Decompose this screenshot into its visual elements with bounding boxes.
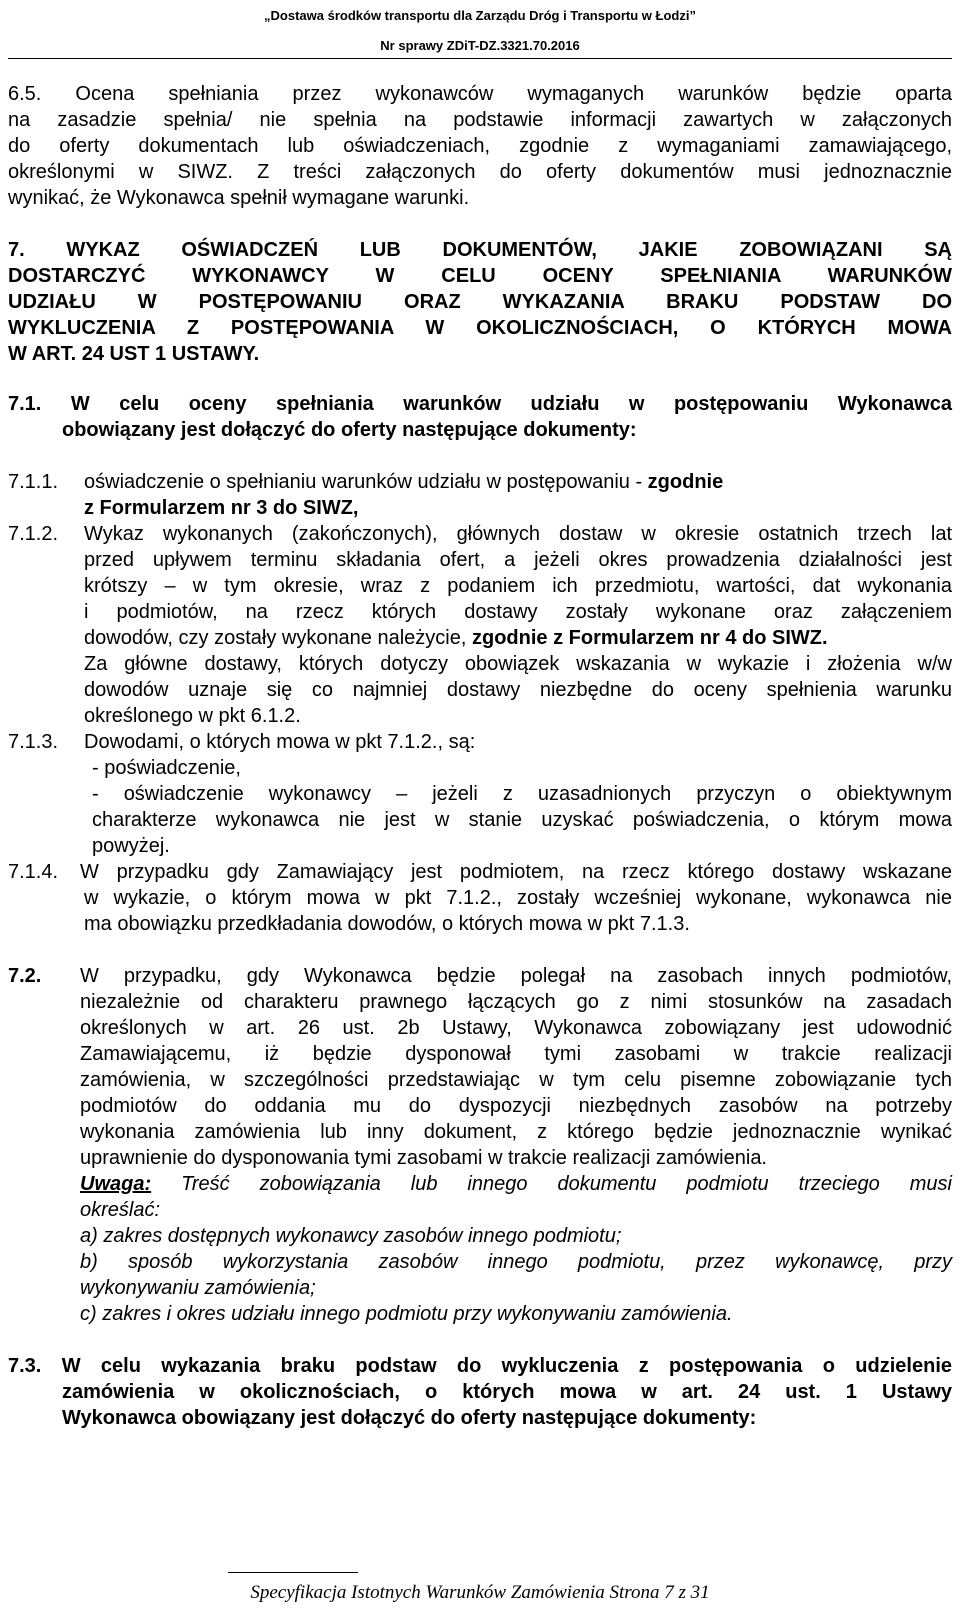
paragraph-line: Dowodami, o których mowa w pkt 7.1.2., są: bbox=[84, 731, 476, 753]
paragraph-line: charakterze wykonawca nie jest w stanie uzyskać poświadczenia, o którym mowa bbox=[92, 809, 952, 831]
item-number: 7.1.3. bbox=[8, 731, 59, 753]
paragraph-line: określonego w pkt 6.1.2. bbox=[84, 705, 301, 727]
paragraph-line: W przypadku gdy Zamawiający jest podmiotem, na rzecz którego dostawy wskazane bbox=[80, 861, 952, 883]
paragraph-line: z Formularzem nr 3 do SIWZ, bbox=[84, 497, 359, 519]
paragraph-line: do oferty dokumentach lub oświadczeniach, zgodnie z wymaganiami zamawiającego, bbox=[8, 135, 952, 157]
paragraph-line: zamówienia, w szczególności przedstawiając w tym celu pisemne zobowiązanie tych bbox=[80, 1069, 952, 1091]
heading-line: 7. WYKAZ OŚWIADCZEŃ LUB DOKUMENTÓW, JAKIE ZOBOWIĄZANI SĄ bbox=[8, 239, 952, 261]
header-rule bbox=[8, 58, 952, 59]
paragraph-line: krótszy – w tym okresie, wraz z podaniem ich przedmiotu, wartości, dat wykonania bbox=[84, 575, 952, 597]
item-number: 7.1.2. bbox=[8, 523, 59, 545]
paragraph-line: uprawnienie do dysponowania tymi zasobami w trakcie realizacji zamówienia. bbox=[80, 1147, 767, 1169]
note-list-item: a) zakres dostępnych wykonawcy zasobów innego podmiotu; bbox=[80, 1225, 622, 1247]
paragraph-line: wynikać, że Wykonawca spełnił wymagane warunki. bbox=[8, 187, 470, 209]
paragraph-line: powyżej. bbox=[92, 835, 170, 857]
paragraph-line: Zamawiającemu, iż będzie dysponował tymi zasobami w trakcie realizacji bbox=[80, 1043, 952, 1065]
heading-line: W ART. 24 UST 1 USTAWY. bbox=[8, 343, 260, 365]
heading-line: DOSTARCZYĆ WYKONAWCY W CELU OCENY SPEŁNIANIA WARUNKÓW bbox=[8, 265, 952, 287]
paragraph-line: podmiotów do oddania mu do dyspozycji niezbędnych zasobów na potrzeby bbox=[80, 1095, 952, 1117]
item-number: 7.2. bbox=[8, 965, 42, 987]
paragraph-line: na zasadzie spełnia/ nie spełnia na podstawie informacji zawartych w załączonych bbox=[8, 109, 952, 131]
list-item: - poświadczenie, bbox=[92, 757, 241, 779]
paragraph-line: dowodów uznaje się co najmniej dostawy niezbędne do oceny spełnienia warunku bbox=[84, 679, 952, 701]
header-title: „Dostawa środków transportu dla Zarządu Dróg i Transportu w Łodzi” bbox=[264, 8, 696, 23]
heading-line: UDZIAŁU W POSTĘPOWANIU ORAZ WYKAZANIA BRAKU PODSTAW DO bbox=[8, 291, 952, 313]
paragraph-line: 7.3. W celu wykazania braku podstaw do wykluczenia z postępowania o udzielenie bbox=[8, 1355, 952, 1377]
text-run-bold: zgodnie z Formularzem nr 4 do SIWZ. bbox=[471, 627, 828, 649]
paragraph-line: ma obowiązku przedkładania dowodów, o których mowa w pkt 7.1.3. bbox=[84, 913, 690, 935]
paragraph-line: wykonania zamówienia lub inny dokument, z którego będzie jednoznacznie wynikać bbox=[80, 1121, 952, 1143]
note-label: Uwaga: bbox=[80, 1173, 152, 1195]
page-footer: Specyfikacja Istotnych Warunków Zamówienia Strona 7 z 31 bbox=[250, 1582, 710, 1603]
paragraph-line: niezależnie od charakteru prawnego łączących go z nimi stosunków na zasadach bbox=[80, 991, 952, 1013]
list-item: - oświadczenie wykonawcy – jeżeli z uzasadnionych przyczyn o obiektywnym bbox=[92, 783, 952, 805]
footer-rule bbox=[228, 1572, 358, 1573]
paragraph-line: Wykonawca obowiązany jest dołączyć do oferty następujące dokumenty: bbox=[62, 1407, 757, 1429]
text-run: oświadczenie o spełnianiu warunków udziału w postępowaniu - bbox=[84, 471, 648, 493]
note-list-item: c) zakres i okres udziału innego podmiotu przy wykonywaniu zamówienia. bbox=[80, 1303, 733, 1325]
paragraph-line: Wykaz wykonanych (zakończonych), głównych dostaw w okresie ostatnich trzech lat bbox=[84, 523, 952, 545]
paragraph-line: 7.1. W celu oceny spełniania warunków udziału w postępowaniu Wykonawca bbox=[8, 393, 952, 415]
heading-line: WYKLUCZENIA Z POSTĘPOWANIA W OKOLICZNOŚCIACH, O KTÓRYCH MOWA bbox=[8, 317, 952, 339]
paragraph-line: 6.5. Ocena spełniania przez wykonawców wymaganych warunków będzie oparta bbox=[8, 83, 952, 105]
note-line: wykonywaniu zamówienia; bbox=[80, 1277, 316, 1299]
paragraph-line: Za główne dostawy, których dotyczy obowiązek wskazania w wykazie i złożenia w/w bbox=[84, 653, 952, 675]
paragraph-line: określonych w art. 26 ust. 2b Ustawy, Wykonawca zobowiązany jest udowodnić bbox=[80, 1017, 952, 1039]
note-line bbox=[80, 1170, 952, 1199]
paragraph-line: w wykazie, o którym mowa w pkt 7.1.2., zostały wcześniej wykonane, wykonawca nie bbox=[84, 887, 952, 909]
item-number: 7.1.1. bbox=[8, 471, 59, 493]
paragraph-line: obowiązany jest dołączyć do oferty następujące dokumenty: bbox=[62, 419, 637, 441]
paragraph-line: przed upływem terminu składania ofert, a jeżeli okres prowadzenia działalności jest bbox=[84, 549, 952, 571]
paragraph-line: zamówienia w okolicznościach, o których mowa w art. 24 ust. 1 Ustawy bbox=[62, 1381, 952, 1403]
paragraph-line: W przypadku, gdy Wykonawca będzie polegał na zasobach innych podmiotów, bbox=[80, 965, 952, 987]
text-run: dowodów, czy zostały wykonane należycie, bbox=[84, 627, 472, 649]
paragraph-line: określonymi w SIWZ. Z treści załączonych do oferty dokumentów musi jednoznacznie bbox=[8, 161, 952, 183]
text-run-bold: zgodnie bbox=[647, 471, 724, 493]
note-list-item: b) sposób wykorzystania zasobów innego podmiotu, przez wykonawcę, przy bbox=[80, 1251, 952, 1273]
text-run: Treść zobowiązania lub innego dokumentu podmiotu trzeciego musi bbox=[151, 1173, 952, 1195]
case-number: Nr sprawy ZDiT-DZ.3321.70.2016 bbox=[380, 38, 580, 53]
note-line: określać: bbox=[80, 1199, 161, 1221]
paragraph-line bbox=[84, 468, 952, 497]
paragraph-line bbox=[84, 624, 952, 653]
item-number: 7.1.4. bbox=[8, 861, 59, 883]
paragraph-line: i podmiotów, na rzecz których dostawy zostały wykonane oraz załączeniem bbox=[84, 601, 952, 623]
